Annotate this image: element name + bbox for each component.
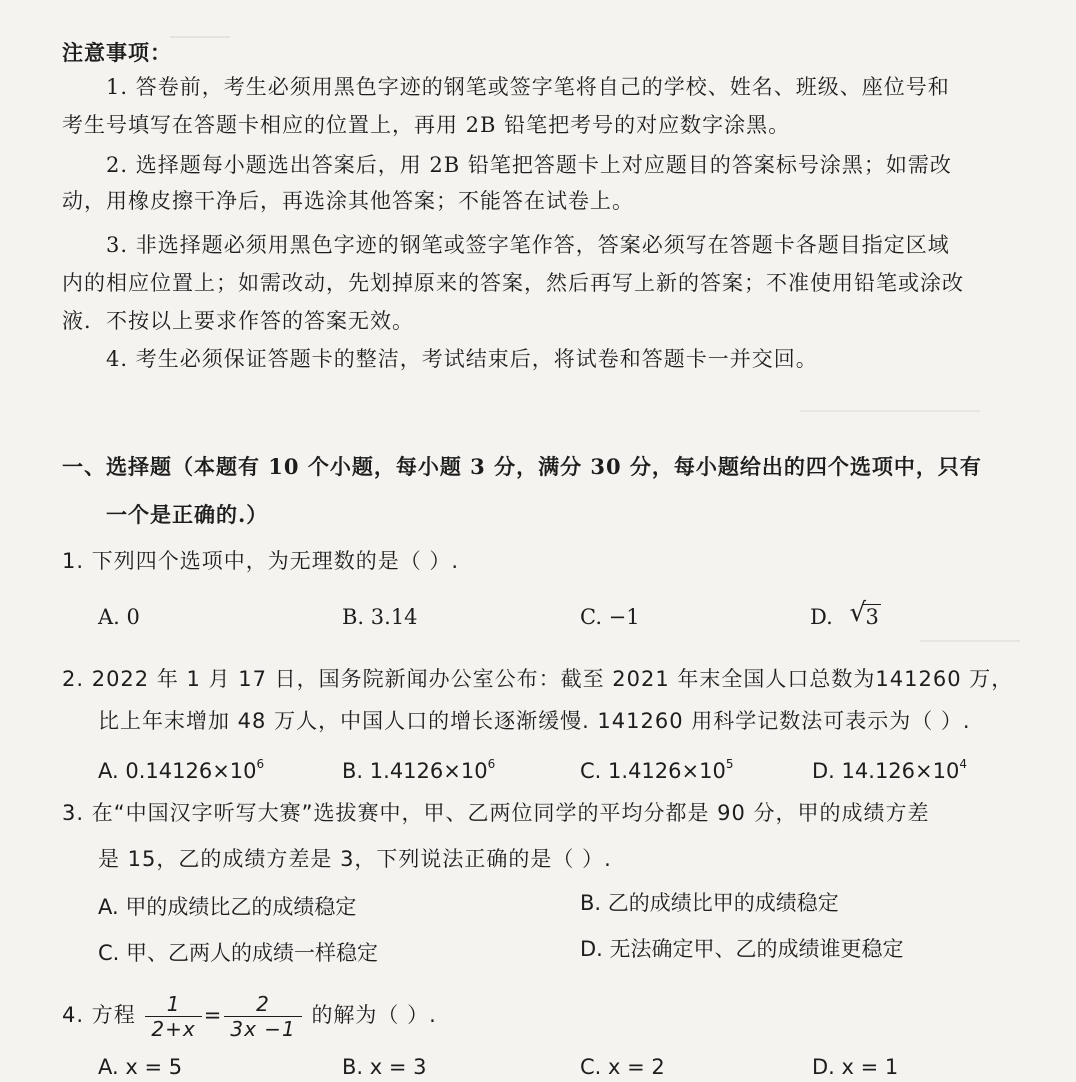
notice-item-1-line-1: 1. 答卷前，考生必须用黑色字迹的钢笔或签字笔将自己的学校、姓名、班级、座位号和: [106, 75, 950, 99]
q4-equals: =: [203, 1003, 223, 1027]
q4-option-c: C. x = 2: [580, 1055, 665, 1079]
q2-option-d: [812, 756, 967, 786]
section-title-line-2: 一个是正确的.）: [106, 502, 269, 527]
q1-option-a: A. 0: [98, 605, 140, 629]
q2-option-b-exponent: 6: [487, 757, 496, 771]
q4-option-a: A. x = 5: [98, 1055, 183, 1079]
notice-item-3-line-1: 3. 非选择题必须用黑色字迹的钢笔或签字笔作答，答案必须写在答题卡各题目指定区域: [106, 233, 950, 257]
bleed-mark: [920, 640, 1020, 642]
q2-stem-line-2: 比上年末增加 48 万人，中国人口的增长逐渐缓慢. 141260 用科学记数法可表示为（ ）.: [98, 709, 971, 733]
q4-fraction-right-denominator: 3x −1: [230, 1016, 296, 1041]
section-title-line-1: 一、选择题（本题有 10 个小题，每小题 3 分，满分 30 分，每小题给出的四个选项中，只有: [62, 454, 982, 479]
notice-title: 注意事项：: [62, 41, 172, 65]
notice-item-2-line-2: 动，用橡皮擦干净后，再选涂其他答案；不能答在试卷上。: [62, 189, 634, 213]
q2-option-c: [580, 756, 733, 786]
q2-option-c-value: 1.4126×10: [608, 759, 726, 783]
q4-prefix: 4. 方程: [62, 1003, 136, 1027]
q4-fraction-right: [224, 992, 301, 1041]
q2-option-c-label: C.: [580, 759, 602, 783]
q3-stem-line-2: 是 15，乙的成绩方差是 3，下列说法正确的是（ ）.: [98, 847, 612, 871]
q3-option-c: C. 甲、乙两人的成绩一样稳定: [98, 941, 379, 965]
q4-fraction-left-denominator: 2+x: [151, 1016, 196, 1041]
q2-option-a-value: 0.14126×10: [125, 759, 257, 783]
q4-option-d: D. x = 1: [812, 1055, 899, 1079]
q3-option-a: A. 甲的成绩比乙的成绩稳定: [98, 895, 357, 919]
notice-item-1-line-2: 考生号填写在答题卡相应的位置上，再用 2B 铅笔把考号的对应数字涂黑。: [62, 113, 791, 137]
q2-stem-line-1: 2. 2022 年 1 月 17 日，国务院新闻办公室公布：截至 2021 年末全国人口总数为141260 万，: [62, 667, 1014, 691]
notice-item-4: 4. 考生必须保证答题卡的整洁，考试结束后，将试卷和答题卡一并交回。: [106, 347, 818, 371]
q3-option-b: B. 乙的成绩比甲的成绩稳定: [580, 891, 839, 915]
radical-sign-icon: √: [849, 598, 867, 628]
q2-option-d-value: 14.126×10: [841, 759, 960, 783]
q1-option-d: [810, 598, 881, 632]
q4-fraction-left-numerator: 1: [145, 992, 201, 1017]
q2-option-c-exponent: 5: [725, 757, 734, 771]
q3-option-d: D. 无法确定甲、乙的成绩谁更稳定: [580, 937, 904, 961]
q1-option-c: C. −1: [580, 605, 640, 629]
q2-option-d-exponent: 4: [959, 757, 967, 771]
q2-option-b-label: B.: [342, 759, 364, 783]
q2-option-a-exponent: 6: [256, 757, 265, 771]
q1-option-d-radicand: 3: [865, 605, 879, 629]
q4-option-b: B. x = 3: [342, 1055, 427, 1079]
q2-option-a-label: A.: [98, 759, 119, 783]
q2-option-b-value: 1.4126×10: [369, 759, 488, 783]
q2-option-b: [342, 756, 495, 786]
notice-item-3-line-2: 内的相应位置上；如需改动，先划掉原来的答案，然后再写上新的答案；不准使用铅笔或涂改: [62, 271, 964, 295]
q1-option-b: B. 3.14: [342, 605, 418, 629]
sqrt-expression: [849, 598, 880, 632]
q4-fraction-right-numerator: 2: [224, 992, 301, 1017]
q4-fraction-left: [145, 992, 201, 1041]
q1-stem: 1. 下列四个选项中，为无理数的是（ ）.: [62, 549, 460, 573]
bleed-mark: [170, 36, 230, 38]
notice-item-2-line-1: 2. 选择题每小题选出答案后，用 2B 铅笔把答题卡上对应题目的答案标号涂黑；如需改: [106, 153, 952, 177]
bleed-mark: [800, 410, 980, 412]
q2-option-a: [98, 756, 264, 786]
notice-item-3-line-3: 液．不按以上要求作答的答案无效。: [62, 309, 414, 333]
q2-option-d-label: D.: [812, 759, 835, 783]
q4-suffix: 的解为（ ）.: [311, 1003, 437, 1027]
q3-stem-line-1: 3. 在“中国汉字听写大赛”选拔赛中，甲、乙两位同学的平均分都是 90 分，甲的成绩方差: [62, 801, 930, 825]
q4-stem: [62, 990, 437, 1041]
q1-option-d-label: D.: [810, 605, 833, 629]
